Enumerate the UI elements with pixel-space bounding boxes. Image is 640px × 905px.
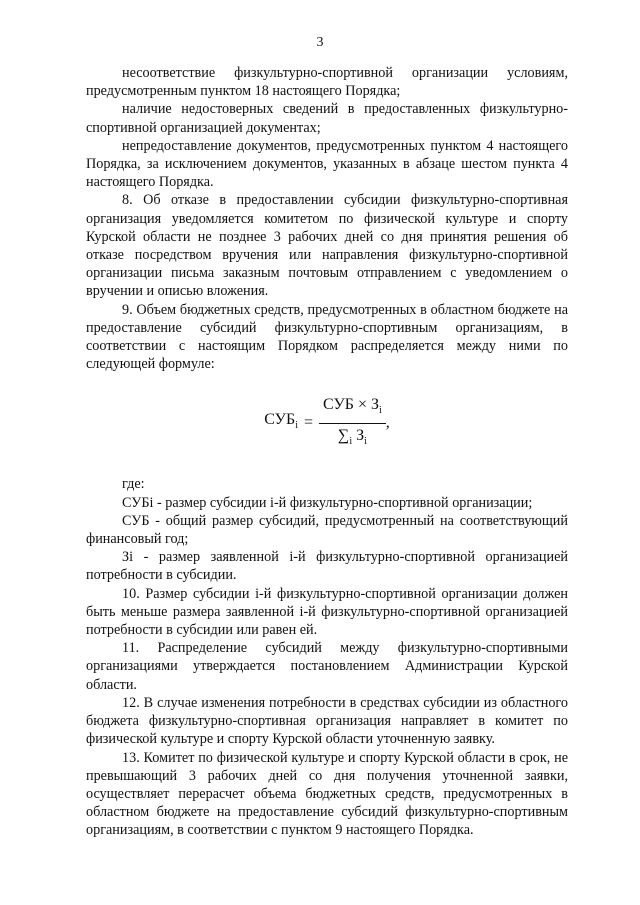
subsidy-formula <box>86 391 568 455</box>
paragraph-item-13: 13. Комитет по физической культуре и спорту Курской области в срок, не превышающий 3 рабочих дней со дня получения уточненной заявки, осуществляет перерасчет объема бюджетных средств, предусмотренных в областном бюджете на предоставление субсидий физкультурно-спортивным организациям, в соответствии с пунктом 9 настоящего Порядка. <box>86 749 568 839</box>
paragraph-item-12: 12. В случае изменения потребности в средствах субсидии из областного бюджета физкультурно-спортивная организация направляет в комитет по физической культуре и спорту Курской области уточненную заявку. <box>86 694 568 748</box>
paragraph-false-info: наличие недостоверных сведений в предоставленных физкультурно-спортивной организацией документах; <box>86 101 568 136</box>
paragraph-missing-documents: непредоставление документов, предусмотренных пунктом 4 настоящего Порядка, за исключением документов, указанных в абзаце шестом пункта 4 настоящего Порядка. <box>86 137 568 191</box>
paragraph-nonconformity: несоответствие физкультурно-спортивной организации условиям, предусмотренным пунктом 18 настоящего Порядка; <box>86 65 568 100</box>
where-label: где: <box>122 476 145 493</box>
formula-comma: , <box>385 414 390 432</box>
formula-denominator: $\sum_i$ $З_i$ <box>337 426 367 448</box>
definition-z-i: Зi - размер заявленной i-й физкультурно-спортивной организацией потребности в субсидии. <box>86 549 568 584</box>
paragraph-item-9: 9. Объем бюджетных средств, предусмотренных в областном бюджете на предоставление субсидий физкультурно-спортивным организациям, в соответствии с настоящим Порядком распределяется между ними по следующей формуле: <box>86 301 568 373</box>
paragraph-item-10: 10. Размер субсидии i-й физкультурно-спортивной организации должен быть меньше размера заявленной i-й физкультурно-спортивной организацией потребности в субсидии или равен ей. <box>86 585 568 639</box>
definition-sub-i: СУБi - размер субсидии i-й физкультурно-спортивной организации; <box>122 494 533 511</box>
formula-equals: = <box>303 414 313 432</box>
formula-numerator: СУБ × $З_i$ <box>319 396 386 424</box>
document-body <box>86 64 568 840</box>
definition-sub-total: СУБ - общий размер субсидий, предусмотренный на соответствующий финансовый год; <box>86 512 568 548</box>
paragraph-item-8: 8. Об отказе в предоставлении субсидии физкультурно-спортивная организация уведомляется комитетом по физической культуре и спорту Курской области не позднее 3 рабочих дней со дня принятия решения об отказе посредством вручения или направления физкультурно-спортивной организации письма заказным почтовым отправлением с уведомлением о вручении и описью вложения. <box>86 192 568 300</box>
formula-lhs: $СУБ_i$ <box>264 411 298 432</box>
page-number: 3 <box>316 35 324 50</box>
paragraph-item-11: 11. Распределение субсидий между физкультурно-спортивными организациями утверждается постановлением Администрации Курской области. <box>86 640 568 693</box>
formula-fraction <box>319 396 386 452</box>
